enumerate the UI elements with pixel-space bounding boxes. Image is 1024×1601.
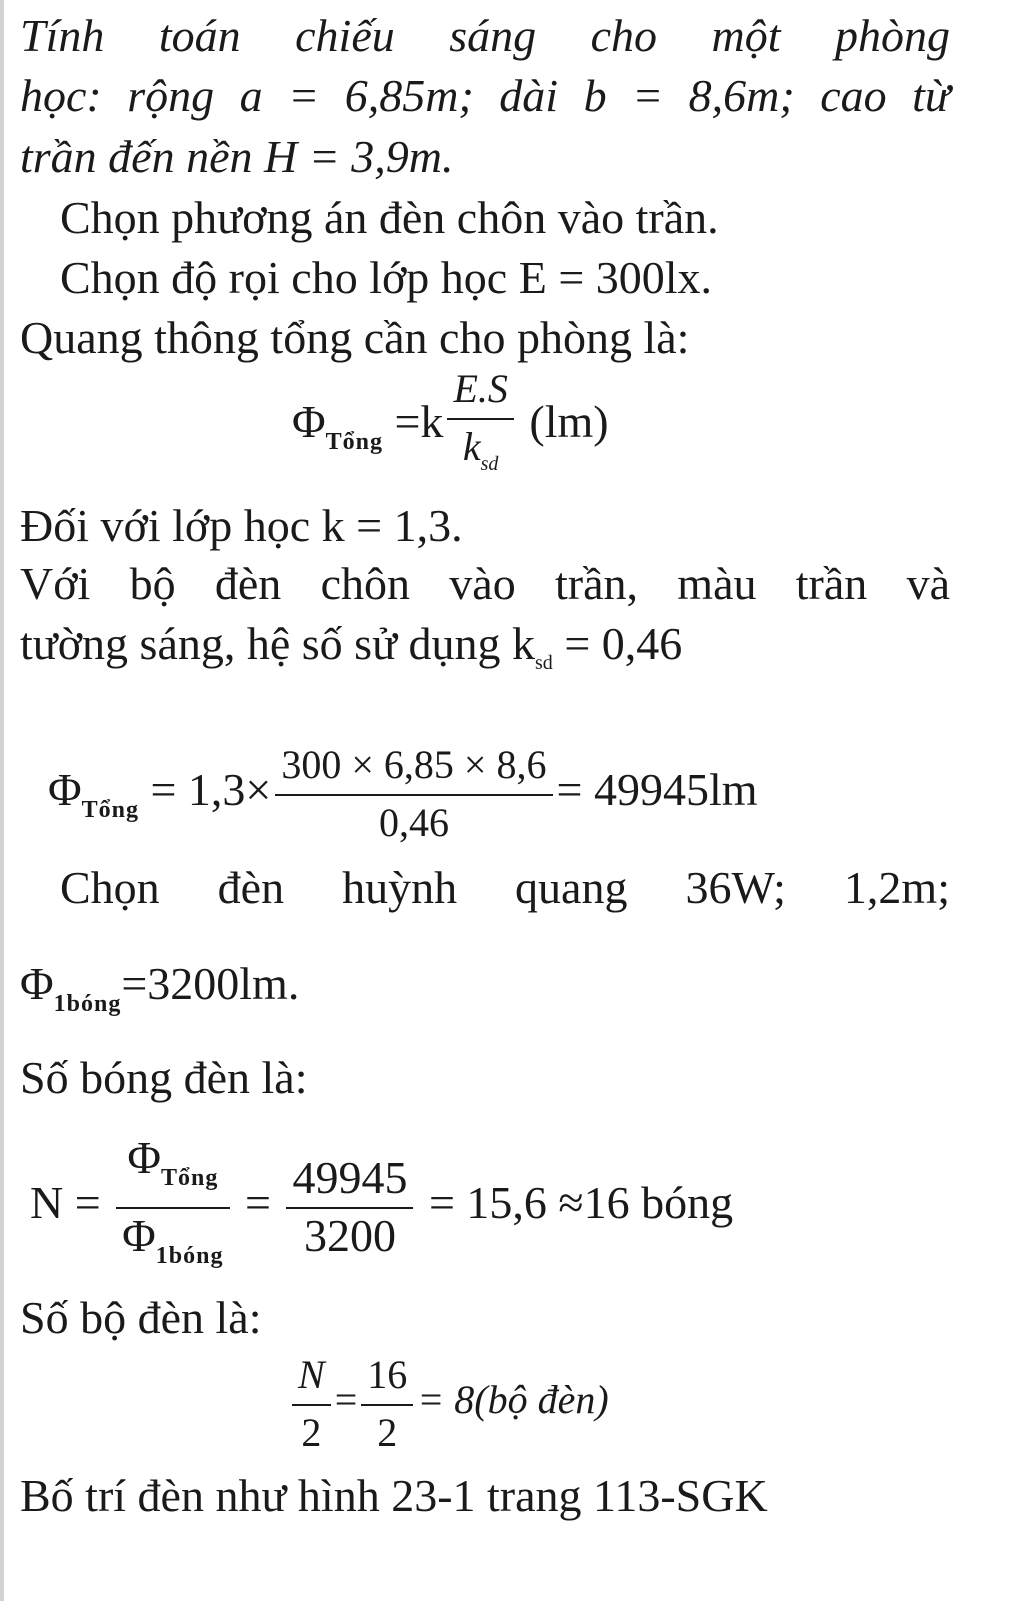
formula4-numerator-1: N: [292, 1350, 331, 1406]
step-num-bulbs-intro: Số bóng đèn là:: [20, 1052, 308, 1103]
phi-subscript: Tổng: [81, 797, 139, 823]
formula-total-flux-computed: [48, 730, 758, 850]
formula-num-sets: [288, 1345, 609, 1455]
kud-subscript: sd: [535, 652, 553, 674]
step-layout-note: Bố trí đèn như hình 23-1 trang 113-SGK: [20, 1470, 768, 1521]
formula2-denominator: 0,46: [378, 800, 449, 846]
formula2-rhs: = 49945lm: [556, 764, 758, 815]
formula1-denominator: [447, 420, 513, 489]
problem-line-1: Tính toán chiếu sáng cho một phòng: [20, 10, 950, 61]
step-lamp-choice: Chọn đèn huỳnh quang 36W; 1,2m;: [60, 862, 950, 913]
kud-text: tường sáng, hệ số sử dụng k: [20, 618, 536, 669]
formula3-lhs: N =: [30, 1177, 113, 1228]
formula4-rhs: = 8(bộ đèn): [417, 1377, 609, 1422]
step-kud-line-1: Với bộ đèn chôn vào trần, màu trần và: [20, 558, 950, 609]
phi-subscript: 1bóng: [155, 1243, 224, 1270]
formula-num-bulbs: [30, 1128, 733, 1278]
problem-line-3: trần đến nền H = 3,9m.: [20, 131, 454, 182]
formula1-numerator: E.S: [447, 364, 513, 420]
formula2-fraction: [275, 740, 552, 848]
lamp-flux-value: =3200lm.: [121, 958, 300, 1009]
step-choose-lux: Chọn độ rọi cho lớp học E = 300lx.: [60, 252, 713, 303]
formula3-numerator-2: 49945: [286, 1153, 413, 1209]
formula4-fraction-2: [361, 1350, 413, 1458]
kud-value: = 0,46: [552, 618, 683, 669]
formula4-fraction-1: [292, 1350, 331, 1458]
step-choose-option: Chọn phương án đèn chôn vào trần.: [60, 192, 719, 243]
left-border: [0, 0, 4, 1601]
formula-total-flux: [292, 362, 609, 482]
phi-subscript: Tổng: [325, 429, 383, 455]
phi-subscript: 1bóng: [53, 991, 122, 1017]
formula3-denominator: [116, 1209, 229, 1281]
formula2-numerator: 300 × 6,85 × 8,6: [275, 740, 552, 796]
step-num-sets-intro: Số bộ đèn là:: [20, 1292, 262, 1343]
phi-symbol: Φ: [20, 958, 54, 1009]
formula3-fraction-1: [116, 1133, 229, 1281]
formula4-denominator-1: 2: [301, 1409, 322, 1455]
problem-line-2: học: rộng a = 6,85m; dài b = 8,6m; cao từ: [20, 70, 950, 121]
step-lamp-flux: [20, 958, 299, 1030]
formula3-fraction-2: [286, 1153, 413, 1261]
formula3-eq: =: [233, 1177, 283, 1228]
formula1-eq: =k: [382, 396, 444, 447]
formula4-denominator-2: 2: [377, 1409, 398, 1455]
phi-symbol: Φ: [127, 1132, 161, 1184]
formula1-unit: (lm): [517, 396, 609, 447]
formula3-numerator: [116, 1133, 229, 1209]
formula1-den-k: k: [462, 423, 481, 469]
phi-symbol: Φ: [292, 396, 326, 447]
phi-symbol: Φ: [122, 1210, 156, 1262]
formula4-numerator-2: 16: [361, 1350, 413, 1406]
formula4-eq: =: [334, 1377, 358, 1422]
formula3-denominator-2: 3200: [303, 1210, 396, 1262]
phi-subscript: Tổng: [160, 1165, 219, 1192]
formula1-fraction: [447, 364, 513, 489]
step-total-flux-intro: Quang thông tổng cần cho phòng là:: [20, 312, 690, 363]
step-kud-line-2: [20, 618, 682, 689]
formula3-rhs: = 15,6 ≈16 bóng: [417, 1177, 734, 1228]
phi-symbol: Φ: [48, 764, 82, 815]
formula1-den-sub: sd: [480, 452, 499, 475]
formula2-lhs: = 1,3×: [138, 764, 272, 815]
step-coef-k: Đối với lớp học k = 1,3.: [20, 500, 463, 551]
